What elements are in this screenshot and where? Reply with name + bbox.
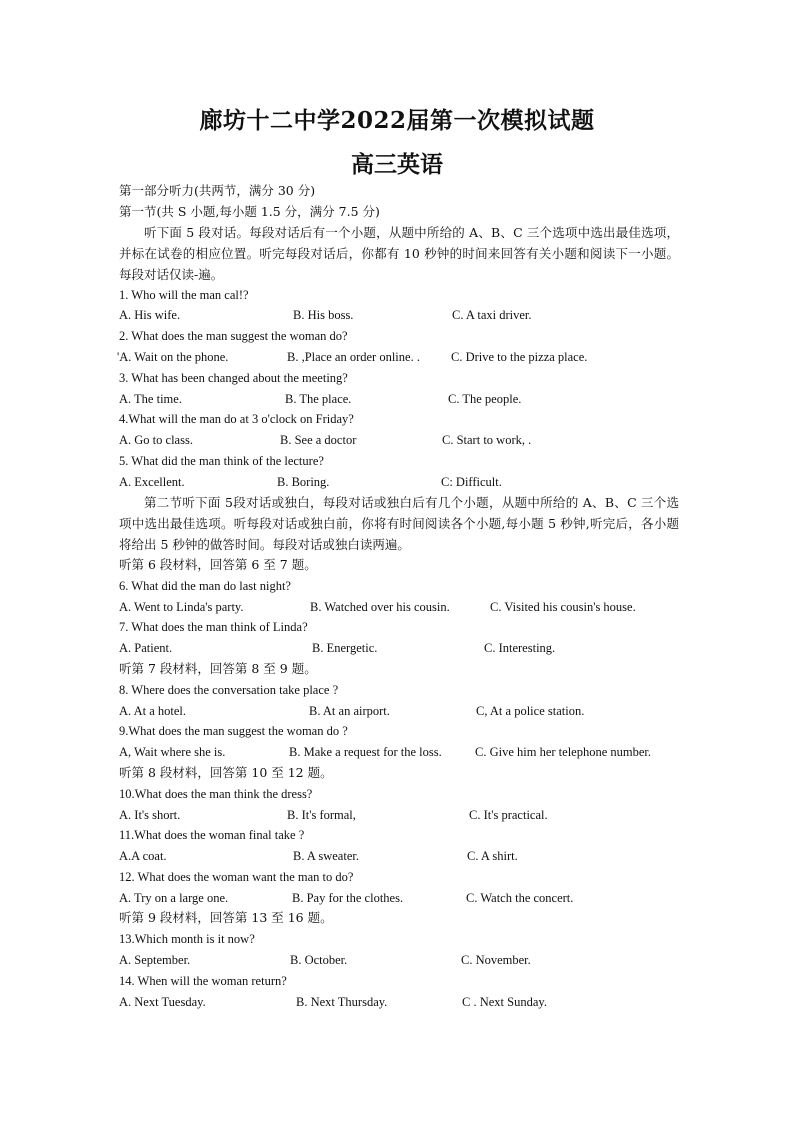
q13-option-b: B. October. [290, 953, 348, 967]
q6-option-c: C. Visited his cousin's house. [490, 600, 636, 614]
q4-option-a: A. Go to class. [119, 433, 193, 447]
q4-option-b: B. See a doctor [280, 433, 357, 447]
q1-option-b: B. His boss. [293, 308, 354, 322]
q5-option-c: C: Difficult. [441, 475, 502, 489]
question-9: 9.What does the man suggest the woman do ? [119, 724, 348, 738]
q11-option-c: C. A shirt. [467, 849, 518, 863]
q11-option-b: B. A sweater. [293, 849, 359, 863]
question-12: 12. What does the woman want the man to do? [119, 870, 354, 884]
q9-option-c: C. Give him her telephone number. [475, 745, 652, 759]
question-7: 7. What does the man think of Linda? [119, 620, 308, 634]
q6-option-a: A. Went to Linda's party. [119, 600, 244, 614]
q5-option-a: A. Excellent. [119, 475, 185, 489]
q1-option-c: C. A taxi driver. [452, 308, 532, 322]
material-note-6: 听第 6 段材料，回答第 6 至 7 题。 [119, 557, 317, 572]
q5-option-b: B. Boring. [277, 475, 330, 489]
q2-option-c: C. Drive to the pizza place. [451, 350, 588, 364]
q3-option-b: B. The place. [285, 392, 352, 406]
q2-option-b: B. ,Place an order online. . [287, 350, 420, 364]
question-14: 14. When will the woman return? [119, 974, 287, 988]
q10-option-a: A. It's short. [119, 808, 181, 822]
question-5: 5. What did the man think of the lecture? [119, 454, 324, 468]
question-2: 2. What does the man suggest the woman do? [119, 329, 348, 343]
q8-option-a: A. At a hotel. [119, 704, 187, 718]
q7-option-b: B. Energetic. [312, 641, 378, 655]
q14-option-b: B. Next Thursday. [296, 995, 388, 1009]
question-4: 4.What will the man do at 3 o'clock on Friday? [119, 412, 354, 426]
q10-option-c: C. It's practical. [469, 808, 548, 822]
question-6: 6. What did the man do last night? [119, 579, 291, 593]
question-11: 11.What does the woman final take ? [119, 828, 305, 842]
q2-option-a: 'A. Wait on the phone. [117, 350, 229, 364]
q3-option-c: C. The people. [448, 392, 522, 406]
q8-option-b: B. At an airport. [309, 704, 390, 718]
section1-instructions: 听下面 5 段对话。每段对话后有一个小题，从题中所给的 A、B、C 三个选项中选出最佳选项，并标在试卷的相应位置。听完每段对话后，你都有 10 秒钟的时间来回答有关小题和阅读下一小题。每段对话仅读-遍。 [119, 225, 679, 282]
section2-instructions: 第二节听下面 5段对话或独白，每段对话或独白后有几个小题，从题中所给的 A、B、C 三个选项中选出最佳选项。听每段对话或独白前，你将有时间阅读各个小题,每小题 5 秒钟,听完后，各小题将给出 5 秒钟的做答时间。每段对话或独白读两遍。 [119, 495, 679, 552]
q9-option-b: B. Make a request for the loss. [289, 745, 442, 759]
q12-option-b: B. Pay for the clothes. [292, 891, 404, 905]
section1-heading: 第一节(共 S 小题,每小题 1.5 分，满分 7.5 分) [119, 204, 380, 219]
q13-option-c: C. November. [461, 953, 531, 967]
q8-option-c: C, At a police station. [476, 704, 585, 718]
exam-subtitle: 高三英语 [351, 151, 443, 178]
q13-option-a: A. September. [119, 953, 191, 967]
question-13: 13.Which month is it now? [119, 932, 255, 946]
q7-option-c: C. Interesting. [484, 641, 556, 655]
q1-option-a: A. His wife. [119, 308, 181, 322]
q6-option-b: B. Watched over his cousin. [310, 600, 450, 614]
q14-option-c: C . Next Sunday. [462, 995, 547, 1009]
material-note-7: 听第 7 段材料，回答第 8 至 9 题。 [119, 661, 317, 676]
q10-option-b: B. It's formal, [287, 808, 356, 822]
q4-option-c: C. Start to work, . [442, 433, 532, 447]
q9-option-a: A, Wait where she is. [119, 745, 226, 759]
part1-heading: 第一部分听力(共两节，满分 30 分) [119, 183, 316, 198]
q12-option-a: A. Try on a large one. [119, 891, 229, 905]
q7-option-a: A. Patient. [119, 641, 173, 655]
question-10: 10.What does the man think the dress? [119, 787, 313, 801]
question-3: 3. What has been changed about the meeting? [119, 371, 348, 385]
question-1: 1. Who will the man cal!? [119, 288, 249, 302]
material-note-8: 听第 8 段材料，回答第 10 至 12 题。 [119, 765, 333, 780]
q11-option-a: A.A coat. [119, 849, 167, 863]
question-8: 8. Where does the conversation take place ? [119, 683, 339, 697]
q14-option-a: A. Next Tuesday. [119, 995, 206, 1009]
q12-option-c: C. Watch the concert. [466, 891, 574, 905]
q3-option-a: A. The time. [119, 392, 182, 406]
exam-title: 廊坊十二中学2022届第一次模拟试题 [199, 107, 595, 134]
material-note-9: 听第 9 段材料，回答第 13 至 16 题。 [119, 910, 333, 925]
